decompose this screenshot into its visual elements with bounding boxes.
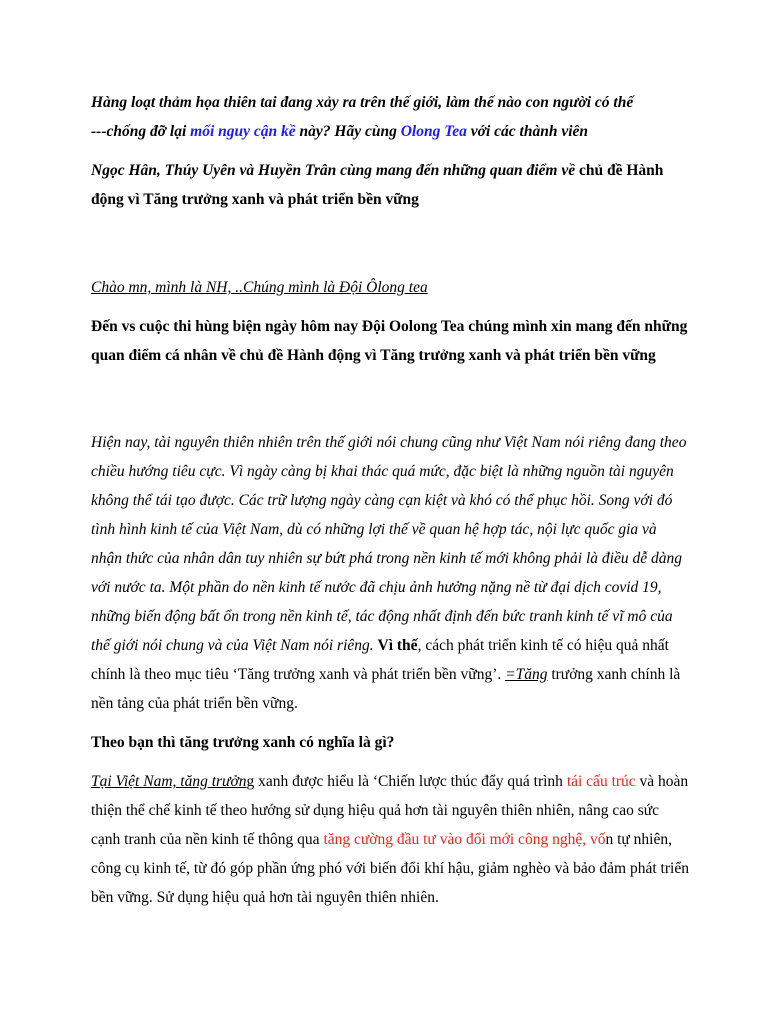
body-closing: trưởng xanh chính là nền tảng của phát triển bền vững.: [91, 666, 681, 712]
body-italic-text: Hiện nay, tài nguyên thiên nhiên trên thế giới nói chung cũng như Việt Nam nói riêng đang theo chiều hướng tiêu cực. Vì ngày càng bị khai thác quá mức, đặc biệt là những nguồn tài nguyên không thể tái tạo được. Các trữ lượng ngày càng cạn kiệt và khó có thể phục hồi. Song với đó tình hình kinh tế của Việt Nam, dù có những lợi thế về quan hệ hợp tác, nội lực quốc gia và nhận thức của nhân dân tuy nhiên sự bứt phá trong nền kinh tế mới không phải là điều dễ dàng với nước ta. Một phần do nền kinh tế nước đã chịu ảnh hưởng nặng nề từ đại dịch covid 19, những biến động bất ổn trong nền kinh tế, tác động nhất định đến bức tranh kinh tế vĩ mô của thế giới nói chung và của Việt Nam nói riêng.: [91, 434, 687, 654]
members-names: Ngọc Hân, Thúy Uyên và Huyền Trân cùng mang đến những quan điểm về: [91, 162, 576, 179]
team-name-highlight: Olong Tea: [400, 123, 467, 140]
danger-highlight-text: mối nguy cận kề: [190, 123, 296, 140]
restructure-highlight: tái cấu trúc: [566, 773, 636, 790]
intro-line-2-start: ---chống đỡ lại: [91, 123, 191, 140]
answer-rest: n tự nhiên, công cụ kinh tế, từ đó góp phần ứng phó với biến đổi khí hậu, giảm nghèo và bảo đảm phát triển bền vững. Sử dụng hiệu quả hơn tài nguyên thiên nhiên.: [91, 831, 689, 906]
question-heading: Theo bạn thì tăng trưởng xanh có nghĩa là gì?: [91, 734, 395, 751]
eq-tang-text: =Tăng: [505, 666, 548, 683]
intro-line-2-end: với các thành viên: [466, 123, 589, 140]
members-topic: chủ đề Hành động vì Tăng trưởng xanh và phát triển bền vững: [91, 162, 664, 208]
greeting-line: Chào mn, mình là NH, ..Chúng mình là Đội Ôlong tea: [91, 279, 428, 296]
investment-highlight: tăng cường đầu tư vào đổi mới công nghệ, vố: [323, 831, 606, 848]
answer-lead-underlined: Tại Việt Nam, tăng trưởn: [91, 773, 247, 790]
intro-line-2-middle: này? Hãy cùng: [295, 123, 401, 140]
answer-lead-rest: g xanh được hiểu là ‘Chiến lược thúc đẩy quá trình: [246, 773, 567, 790]
answer-paragraph: [91, 767, 691, 912]
answer-middle: và hoàn thiện thể chế kinh tế theo hướng sử dụng hiệu quả hơn tài nguyên thiên nhiên, nâng cao sức cạnh tranh của nền kinh tế thông qua: [91, 773, 689, 848]
document-page: [91, 88, 691, 912]
vi-the-bold: Vì thế: [377, 637, 418, 654]
intro-paragraph: [91, 88, 691, 146]
members-paragraph: [91, 156, 691, 214]
body-paragraph: [91, 428, 691, 718]
body-continuation: , cách phát triển kinh tế có hiệu quả nhất chính là theo mục tiêu ‘Tăng trưởng xanh và phát triển bền vững’.: [91, 637, 669, 683]
intro-line-1: Hàng loạt thảm họa thiên tai đang xảy ra trên thế giới, làm thế nào con người có thế: [91, 94, 634, 111]
topic-paragraph: Đến vs cuộc thi hùng biện ngày hôm nay Đội Oolong Tea chúng mình xin mang đến những quan điểm cá nhân về chủ đề Hành động vì Tăng trưởng xanh và phát triển bền vững: [91, 318, 688, 364]
